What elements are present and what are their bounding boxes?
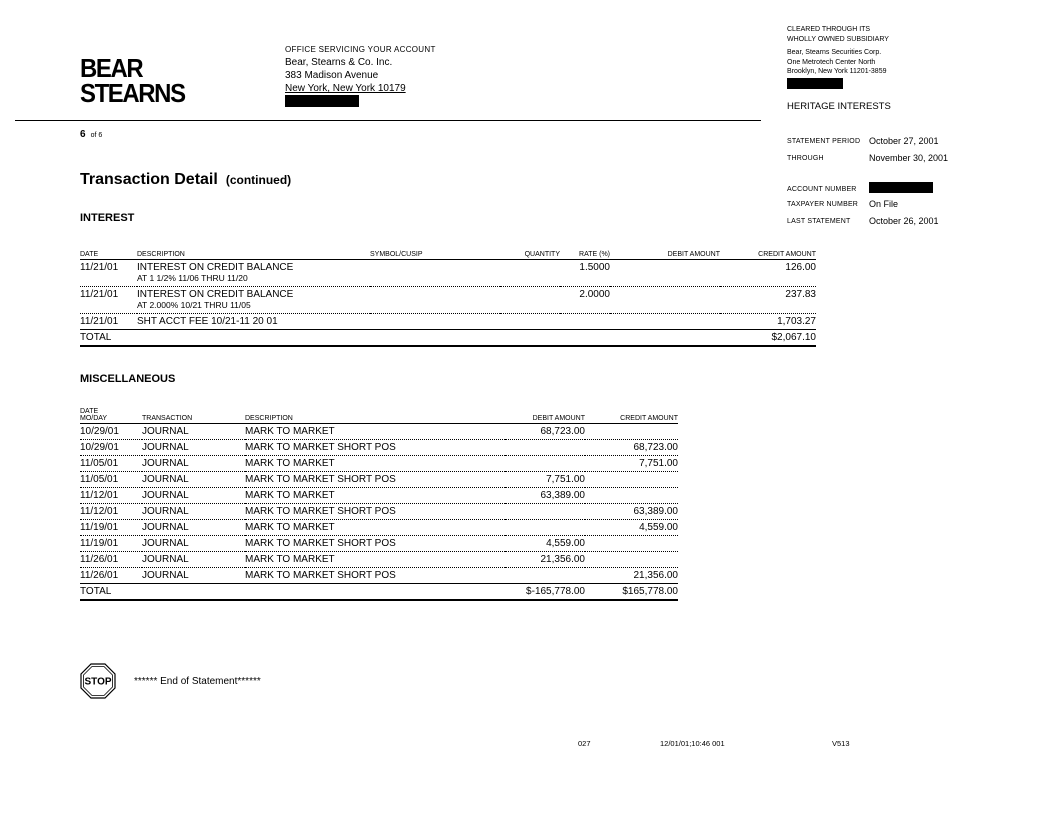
table-row: 11/26/01 JOURNAL MARK TO MARKET SHORT POS 21,356.00 <box>80 568 678 584</box>
table-row: 11/21/01 SHT ACCT FEE 10/21-11 20 01 1,703.27 <box>80 316 816 327</box>
taxpayer-number-label: TAXPAYER NUMBER <box>787 201 859 208</box>
col-transaction: TRANSACTION <box>142 408 245 424</box>
table-row: 10/29/01 JOURNAL MARK TO MARKET 68,723.00 <box>80 424 678 440</box>
table-row: 11/26/01 JOURNAL MARK TO MARKET 21,356.00 <box>80 552 678 568</box>
office-name: Bear, Stearns & Co. Inc. <box>285 57 393 68</box>
table-row: 11/19/01 JOURNAL MARK TO MARKET SHORT POS 4,559.00 <box>80 536 678 552</box>
clearing-info-block: CLEARED THROUGH ITS WHOLLY OWNED SUBSIDIARY Bear, Stearns Securities Corp. One Metrotech Center North Brooklyn, New York 11201-3859 <box>787 25 889 92</box>
col-quantity: QUANTITY <box>500 251 560 260</box>
stop-sign-icon <box>80 663 116 699</box>
interest-total-row: TOTAL $2,067.10 <box>80 330 816 347</box>
col-credit: CREDIT AMOUNT <box>720 251 816 260</box>
redaction-bar <box>787 78 843 89</box>
col-date: DATE MO/DAY <box>80 408 142 424</box>
table-row: 11/21/01 INTEREST ON CREDIT BALANCE AT 2.000% 10/21 THRU 11/05 2.0000 237.83 <box>80 287 816 314</box>
page-title: Transaction Detail (continued) <box>80 171 292 188</box>
col-debit: DEBIT AMOUNT <box>505 408 585 424</box>
office-address-line2: New York, New York 10179 <box>285 83 406 94</box>
footer-version: V513 <box>832 739 850 748</box>
page-number: 6 of 6 <box>80 129 103 140</box>
account-number-label: ACCOUNT NUMBER <box>787 186 857 193</box>
bear-stearns-logo: BEAR STEARNS <box>80 53 185 108</box>
table-row: 11/12/01 JOURNAL MARK TO MARKET 63,389.00 <box>80 488 678 504</box>
footer-code: 027 <box>578 739 591 748</box>
through-label: THROUGH <box>787 155 824 162</box>
last-statement-value: October 26, 2001 <box>869 216 939 226</box>
col-rate: RATE (%) <box>560 251 610 260</box>
interest-table <box>80 251 816 347</box>
table-row: 11/19/01 JOURNAL MARK TO MARKET 4,559.00 <box>80 520 678 536</box>
table-row: 11/12/01 JOURNAL MARK TO MARKET SHORT POS 63,389.00 <box>80 504 678 520</box>
footer-datetime: 12/01/01;10:46 001 <box>660 739 725 748</box>
taxpayer-number-value: On File <box>869 199 899 209</box>
through-value: November 30, 2001 <box>869 153 949 163</box>
stop-sign-label: STOP <box>84 676 112 688</box>
col-date: DATE <box>80 251 137 260</box>
table-row: 11/05/01 JOURNAL MARK TO MARKET 7,751.00 <box>80 456 678 472</box>
account-holder-name: HERITAGE INTERESTS <box>787 101 891 112</box>
office-heading: OFFICE SERVICING YOUR ACCOUNT <box>285 45 436 54</box>
col-description: DESCRIPTION <box>245 408 505 424</box>
statement-period-label: STATEMENT PERIOD <box>787 138 861 145</box>
col-description: DESCRIPTION <box>137 251 370 260</box>
miscellaneous-table <box>80 408 678 601</box>
account-number-redaction <box>869 182 933 193</box>
col-credit: CREDIT AMOUNT <box>585 408 678 424</box>
col-symbol: SYMBOL/CUSIP <box>370 251 500 260</box>
table-row: 11/05/01 JOURNAL MARK TO MARKET SHORT POS 7,751.00 <box>80 472 678 488</box>
statement-period-value: October 27, 2001 <box>869 136 939 146</box>
office-address-block <box>285 43 436 111</box>
interest-heading: INTEREST <box>80 212 135 224</box>
end-of-statement: ****** End of Statement****** <box>134 676 261 687</box>
miscellaneous-total-row: TOTAL $-165,778.00 $165,778.00 <box>80 584 678 601</box>
redaction-bar <box>285 95 359 107</box>
last-statement-label: LAST STATEMENT <box>787 218 851 225</box>
table-row: 10/29/01 JOURNAL MARK TO MARKET SHORT POS 68,723.00 <box>80 440 678 456</box>
office-address-line1: 383 Madison Avenue <box>285 70 379 81</box>
miscellaneous-heading: MISCELLANEOUS <box>80 373 176 385</box>
col-debit: DEBIT AMOUNT <box>610 251 720 260</box>
header-divider <box>15 120 761 121</box>
table-row: 11/21/01 INTEREST ON CREDIT BALANCE AT 1 1/2% 11/06 THRU 11/20 1.5000 126.00 <box>80 260 816 287</box>
